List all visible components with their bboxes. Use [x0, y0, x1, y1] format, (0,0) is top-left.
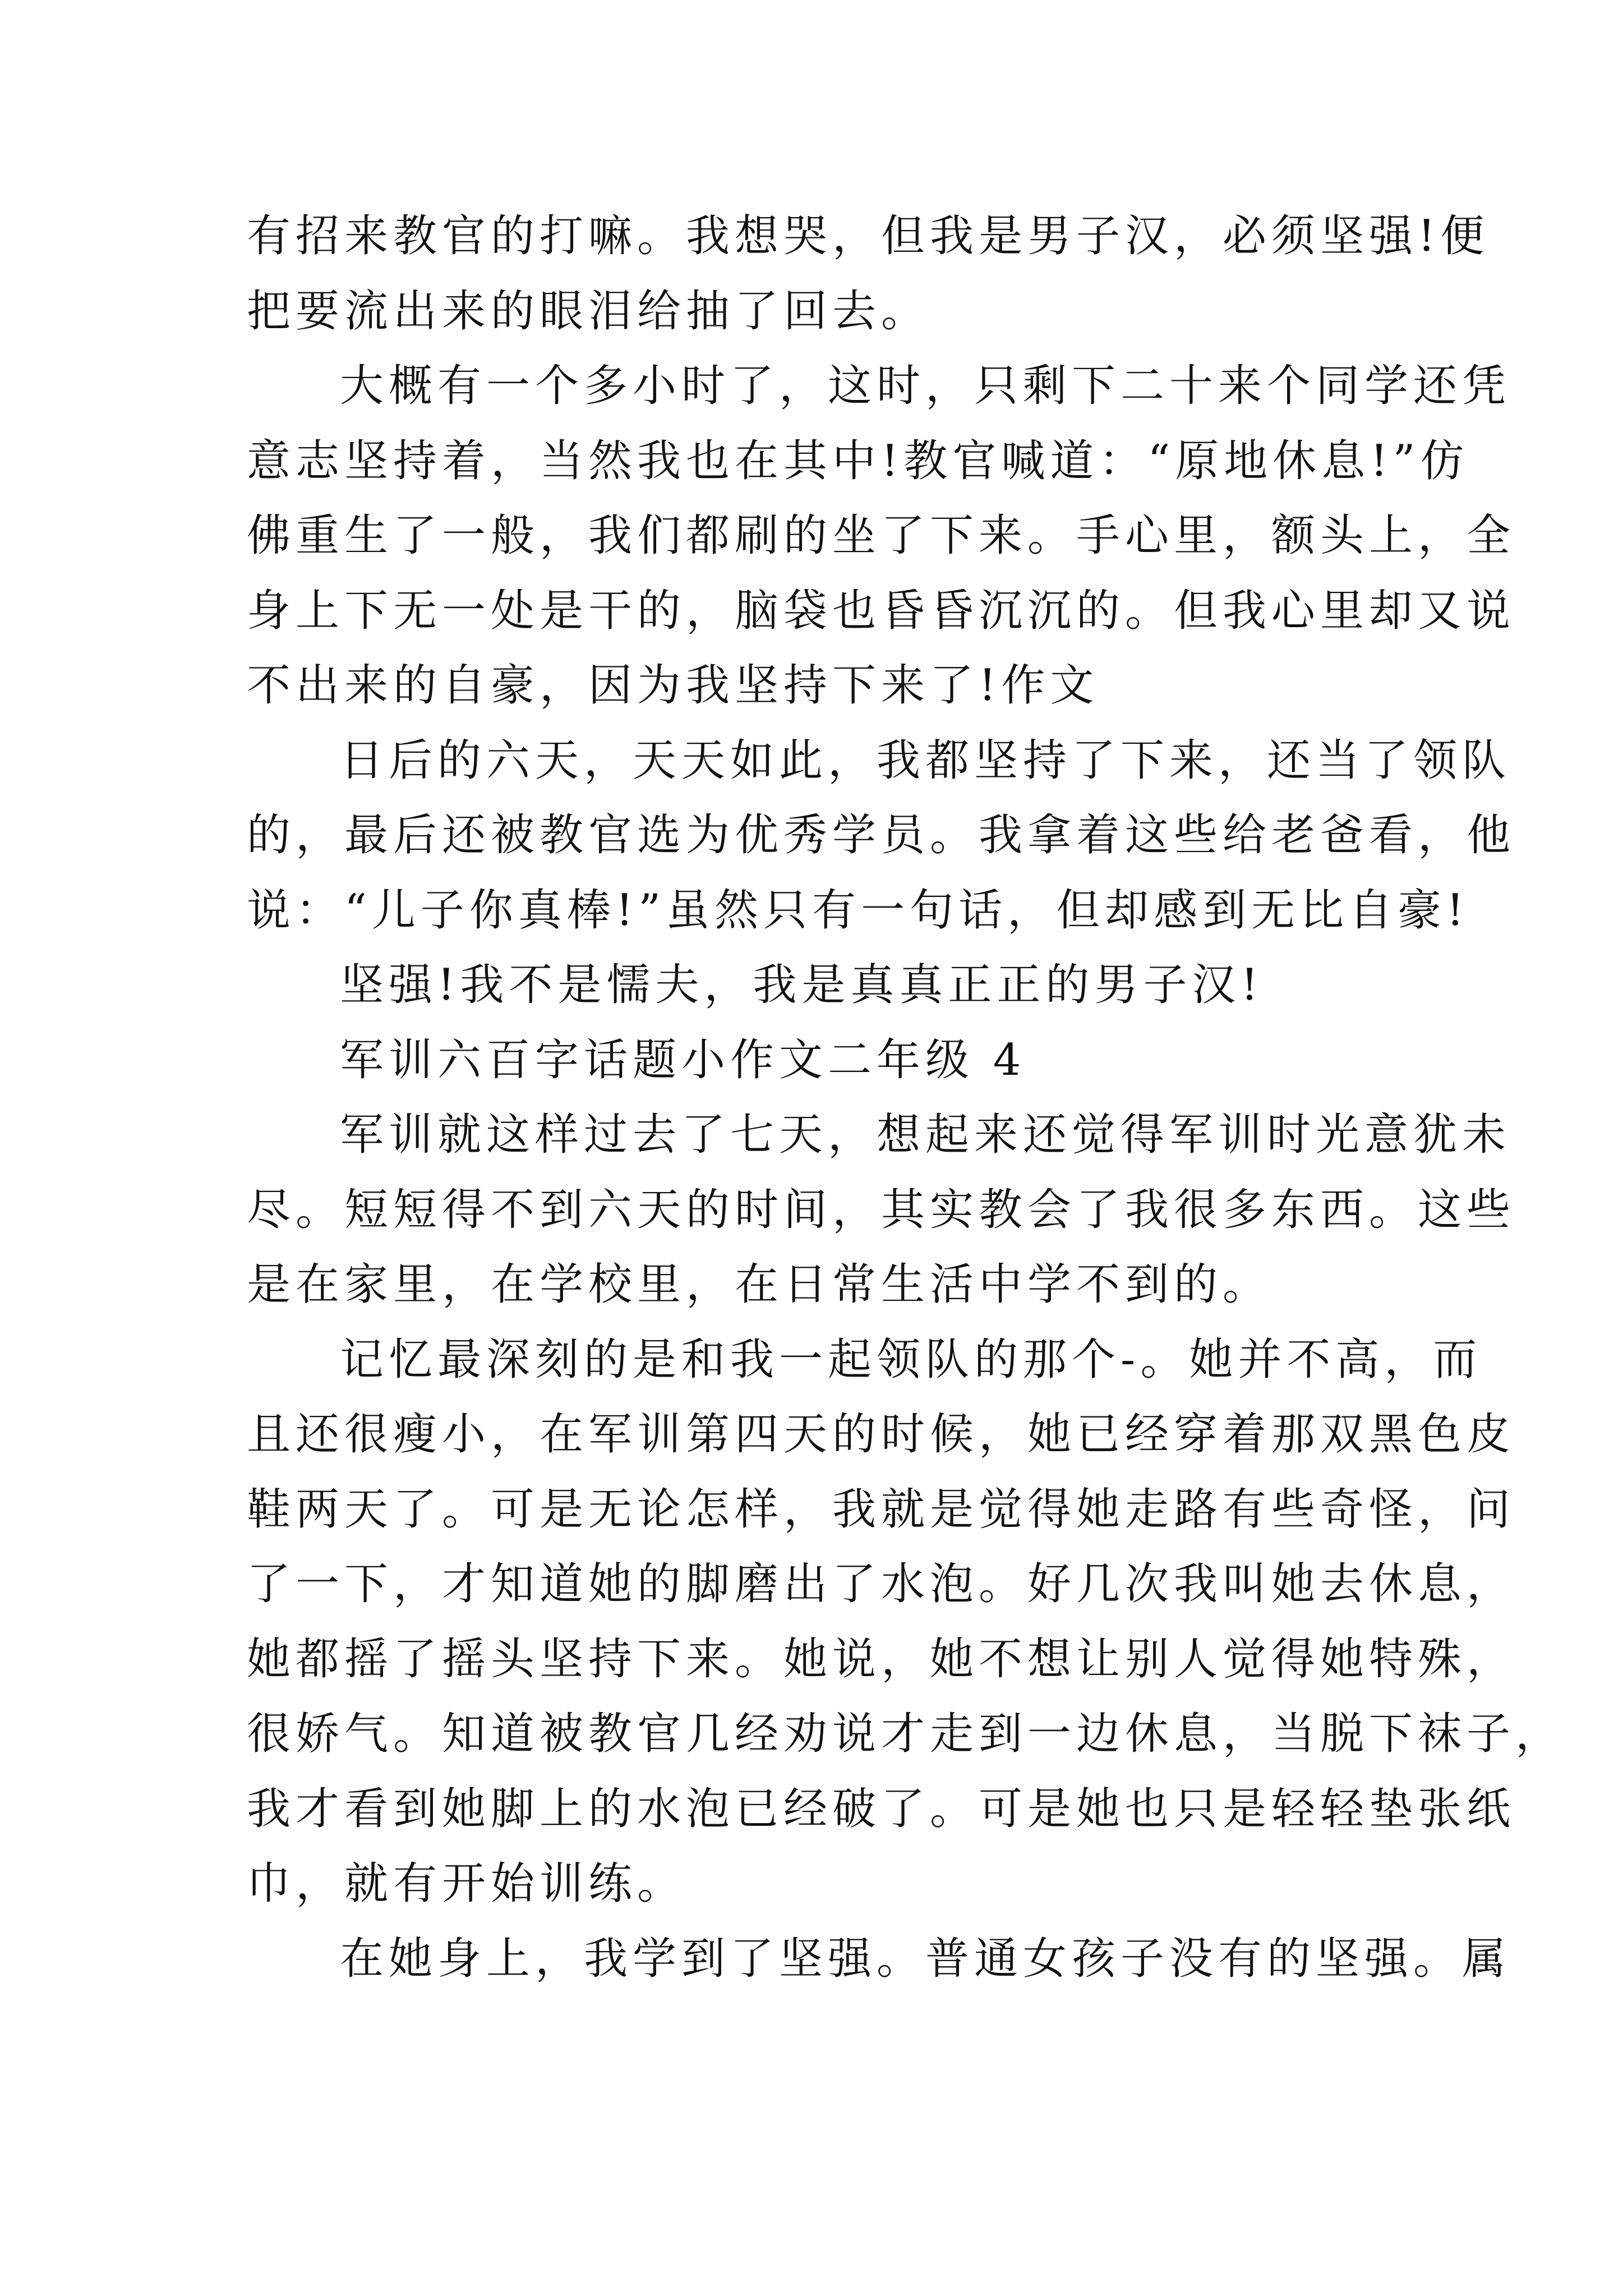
text-line: 身上下无一处是干的，脑袋也昏昏沉沉的。但我心里却又说: [247, 585, 1516, 636]
text-line: 坚强!我不是懦夫，我是真真正正的男子汉!: [340, 960, 1264, 1010]
text-line: 有招来教官的打嘛。我想哭，但我是男子汉，必须坚强!便: [247, 211, 1490, 261]
text-line: 巾，就有开始训练。: [247, 1858, 686, 1909]
text-line: 意志坚持着，当然我也在其中!教官喊道：“原地休息!”仿: [247, 435, 1469, 486]
text-line: 说：“儿子你真棒!”虽然只有一句话，但却感到无比自豪!: [247, 885, 1469, 936]
text-line: 且还很瘦小，在军训第四天的时候，她已经穿着那双黑色皮: [247, 1409, 1516, 1460]
text-line: 的，最后还被教官选为优秀学员。我拿着这些给老爸看，他: [247, 810, 1516, 861]
text-line: 日后的六天，天天如此，我都坚持了下来，还当了领队: [340, 735, 1511, 786]
text-line: 在她身上，我学到了坚强。普通女孩子没有的坚强。属: [340, 1933, 1511, 1984]
text-line: 她都摇了摇头坚持下来。她说，她不想让别人觉得她特殊，: [247, 1634, 1516, 1685]
text-line: 把要流出来的眼泪给抽了回去。: [247, 286, 930, 337]
text-line: 鞋两天了。可是无论怎样，我就是觉得她走路有些奇怪，问: [247, 1484, 1516, 1535]
text-line: 很娇气。知道被教官几经劝说才走到一边休息，当脱下袜子，: [247, 1709, 1565, 1759]
text-line: 军训六百字话题小作文二年级 4: [340, 1034, 1026, 1085]
text-line: 大概有一个多小时了，这时，只剩下二十来个同学还凭: [340, 361, 1511, 411]
text-line: 了一下，才知道她的脚磨出了水泡。好几次我叫她去休息，: [247, 1559, 1516, 1609]
text-line: 佛重生了一般，我们都刷的坐了下来。手心里，额头上，全: [247, 510, 1516, 561]
text-line: 我才看到她脚上的水泡已经破了。可是她也只是轻轻垫张纸: [247, 1783, 1516, 1834]
text-line: 尽。短短得不到六天的时间，其实教会了我很多东西。这些: [247, 1184, 1516, 1235]
text-line: 是在家里，在学校里，在日常生活中学不到的。: [247, 1259, 1272, 1310]
text-line: 不出来的自豪，因为我坚持下来了!作文: [247, 660, 1099, 711]
body-text: [247, 199, 1565, 1996]
text-line: 记忆最深刻的是和我一起领队的那个-。她并不高，而: [340, 1334, 1482, 1385]
text-line: 军训就这样过去了七天，想起来还觉得军训时光意犹未: [340, 1110, 1511, 1160]
